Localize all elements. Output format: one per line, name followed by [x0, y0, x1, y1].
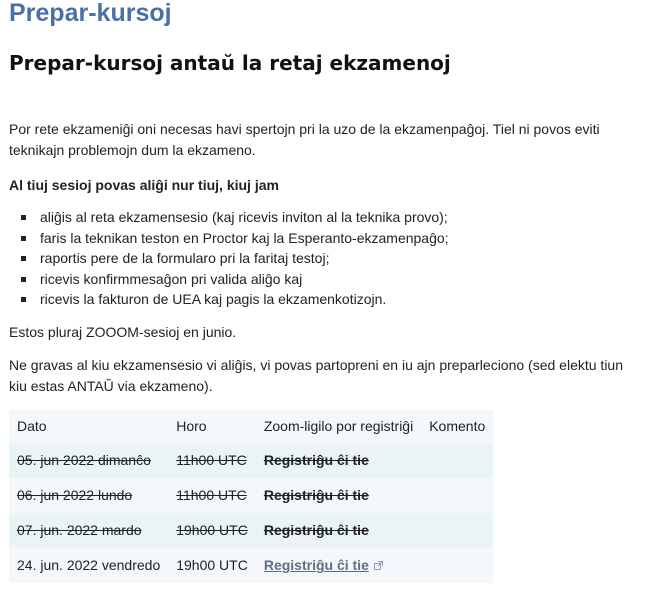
table-row — [9, 478, 493, 513]
register-link[interactable]: Registriĝu ĉi tie — [263, 557, 369, 574]
register-cell — [256, 548, 421, 583]
session-comment — [421, 443, 493, 478]
list-item: faris la teknikan teston en Proctor kaj la Esperanto-ekzamenpaĝo; — [40, 228, 642, 249]
register-cell — [256, 478, 421, 513]
register-label-expired: Registriĝu ĉi tie — [263, 452, 369, 469]
intro-paragraph: Por rete ekzameniĝi oni necesas havi spertojn pri la uzo de la ekzamenpaĝoj. Tiel ni povos eviti teknikajn problemojn dum la ekzameno. — [9, 121, 600, 158]
session-time: 11h00 UTC — [176, 487, 247, 504]
list-item: aliĝis al reta ekzamensesio (kaj ricevis inviton al la teknika provo); — [40, 207, 642, 228]
column-header-zoom-link: Zoom-ligilo por registriĝi — [263, 418, 414, 435]
register-label-expired: Registriĝu ĉi tie — [263, 522, 369, 539]
eligibility-list — [9, 207, 642, 310]
session-comment — [421, 478, 493, 513]
column-header-comment: Komento — [429, 418, 486, 435]
register-cell — [256, 443, 421, 478]
table-header-row — [9, 410, 493, 443]
apply-note: Ne gravas al kiu ekzamensesio vi aliĝis, vi povas partopreni en iu ajn preparleciono (sed elektu tiun kiu estas ANTAŬ via ekzameno). — [9, 356, 623, 394]
sessions-table — [9, 410, 493, 583]
sessions-note: Estos pluraj ZOOOM-sesioj en junio. — [9, 323, 237, 340]
register-cell — [256, 513, 421, 548]
session-time: 11h00 UTC — [176, 452, 247, 469]
eligibility-lead: Al tiuj sesioj povas aliĝi nur tiuj, kiuj jam — [9, 177, 279, 193]
column-header-date: Dato — [17, 418, 47, 435]
session-date: 06. jun 2022 lundo — [17, 487, 133, 504]
column-header-time: Horo — [176, 418, 207, 435]
external-link-icon — [374, 557, 383, 573]
register-label-expired: Registriĝu ĉi tie — [263, 487, 369, 504]
list-item: ricevis la fakturon de UEA kaj pagis la ekzamenkotizojn. — [40, 289, 642, 310]
session-comment — [421, 513, 493, 548]
session-date: 07. jun. 2022 mardo — [17, 522, 142, 539]
session-time: 19h00 UTC — [176, 522, 248, 539]
table-row — [9, 443, 493, 478]
session-date: 05. jun 2022 dimanĉo — [17, 452, 151, 469]
site-title[interactable]: Prepar-kursoj — [9, 0, 172, 27]
list-item: raportis pere de la formularo pri la faritaj testoj; — [40, 248, 642, 269]
session-comment — [421, 548, 493, 583]
table-row — [9, 513, 493, 548]
list-item: ricevis konfirmmesaĝon pri valida aliĝo kaj — [40, 269, 642, 290]
table-row — [9, 548, 493, 583]
session-date: 24. jun. 2022 vendredo — [17, 557, 161, 574]
page-heading: Prepar-kursoj antaŭ la retaj ekzamenoj — [9, 51, 451, 75]
session-time: 19h00 UTC — [176, 557, 248, 574]
